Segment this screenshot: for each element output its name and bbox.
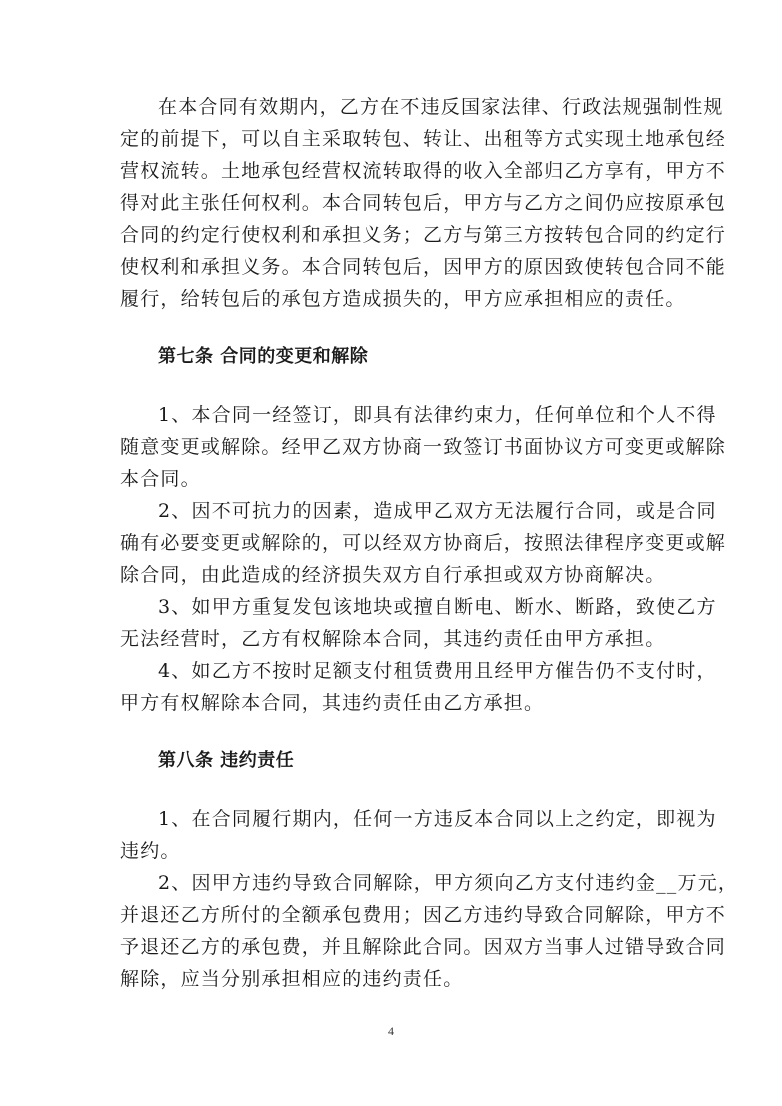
text-line: 违约。 xyxy=(120,840,181,862)
text-line: 定的前提下，可以自主采取转包、转让、出租等方式实现土地承包经 xyxy=(120,128,727,150)
article-7-heading: 第七条 合同的变更和解除 xyxy=(158,346,369,367)
text-line: 本合同。 xyxy=(120,468,201,490)
paragraph-transfer xyxy=(120,95,727,319)
text-line: 营权流转。土地承包经营权流转取得的收入全部归乙方享有，甲方不 xyxy=(120,160,727,182)
text-line: 使权利和承担义务。本合同转包后，因甲方的原因致使转包合同不能 xyxy=(120,256,727,278)
article-7-clause-3 xyxy=(120,595,717,659)
text-line: 3、如甲方重复发包该地块或擅自断电、断水、断路，致使乙方 xyxy=(158,596,717,618)
text-line: 履行，给转包后的承包方造成损失的，甲方应承担相应的责任。 xyxy=(120,288,686,310)
page-number: 4 xyxy=(388,1024,394,1038)
text-line: 甲方有权解除本合同，其违约责任由乙方承担。 xyxy=(120,692,545,714)
article-7-clause-4 xyxy=(120,659,717,723)
text-line: 确有必要变更或解除的，可以经双方协商后，按照法律程序变更或解 xyxy=(120,532,727,554)
text-line: 2、因甲方违约导致合同解除，甲方须向乙方支付违约金__万元， xyxy=(158,872,739,894)
text-line: 随意变更或解除。经甲乙双方协商一致签订书面协议方可变更或解除 xyxy=(120,436,727,458)
text-line: 1、本合同一经签订，即具有法律约束力，任何单位和个人不得 xyxy=(158,404,717,426)
text-line: 合同的约定行使权利和承担义务；乙方与第三方按转包合同的约定行 xyxy=(120,224,727,246)
text-line: 在本合同有效期内，乙方在不违反国家法律、行政法规强制性规 xyxy=(158,96,724,118)
text-line: 除合同，由此造成的经济损失双方自行承担或双方协商解决。 xyxy=(120,564,666,586)
text-line: 无法经营时，乙方有权解除本合同，其违约责任由甲方承担。 xyxy=(120,628,666,650)
article-8-heading: 第八条 违约责任 xyxy=(158,750,295,771)
text-line: 得对此主张任何权利。本合同转包后，甲方与乙方之间仍应按原承包 xyxy=(120,192,727,214)
article-7-clause-2 xyxy=(120,499,727,595)
text-line: 2、因不可抗力的因素，造成甲乙双方无法履行合同，或是合同 xyxy=(158,500,717,522)
article-8-clause-2 xyxy=(120,871,739,999)
text-line: 解除，应当分别承担相应的违约责任。 xyxy=(120,968,464,990)
text-line: 并退还乙方所付的全额承包费用；因乙方违约导致合同解除，甲方不 xyxy=(120,904,727,926)
text-line: 1、在合同履行期内，任何一方违反本合同以上之约定，即视为 xyxy=(158,808,717,830)
text-line: 予退还乙方的承包费，并且解除此合同。因双方当事人过错导致合同 xyxy=(120,936,727,958)
article-8-clause-1 xyxy=(120,807,717,871)
document-body xyxy=(120,95,739,999)
text-line: 4、如乙方不按时足额支付租赁费用且经甲方催告仍不支付时， xyxy=(158,660,717,682)
article-7-clause-1 xyxy=(120,403,727,499)
